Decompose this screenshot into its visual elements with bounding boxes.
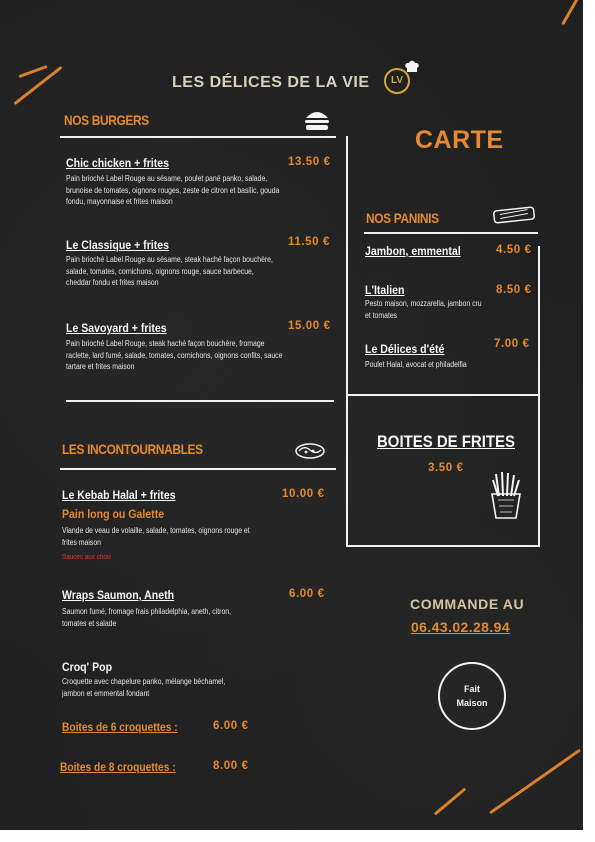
wraps-price: 6.00 €: [289, 588, 325, 600]
burger-2-name: Le Classique + frites: [66, 238, 170, 252]
paninis-divider: [364, 232, 538, 234]
frites-price: 3.50 €: [428, 462, 464, 474]
panini-2-price: 8.50 €: [496, 284, 532, 296]
order-label: COMMANDE AU: [410, 596, 525, 612]
paninis-bottom-divider: [346, 394, 540, 396]
kebab-sauce-note: Sauces aux choix: [62, 554, 112, 561]
panini-1-name: Jambon, emmental: [365, 244, 461, 258]
carte-frame-left: [346, 136, 348, 546]
carte-title: CARTE: [415, 126, 504, 154]
croq-name: Croq' Pop: [62, 660, 113, 674]
order-phone[interactable]: 06.43.02.28.94: [411, 619, 511, 635]
kebab-name: Le Kebab Halal + frites: [62, 488, 176, 502]
panini-2-desc: Pesto maison, mozzarella, jambon cru et tomates: [365, 299, 482, 320]
wraps-desc: Saumon fumé, fromage frais philadelphia, aneth, citron, tomates et salade: [62, 607, 232, 628]
burger-1-price: 13.50 €: [288, 156, 331, 168]
kebab-price: 10.00 €: [282, 488, 325, 500]
burger-icon: [303, 108, 331, 132]
croq-box-8-label: Boites de 8 croquettes :: [60, 760, 176, 774]
brush-stroke-top-left-2: [18, 65, 47, 78]
panini-1-price: 4.50 €: [496, 244, 532, 256]
burger-2-price: 11.50 €: [288, 236, 330, 248]
croq-desc: Croquette avec chapelure panko, mélange béchamel, jambon et emmental fondant: [62, 677, 226, 698]
badge-line-2: Maison: [456, 698, 488, 708]
burger-2-desc: Pain brioché Label Rouge au sésame, steak haché façon bouchère, salade, tomates, cornichons, oignons rouge, sauce barbecue, cheddar fondu et frites maison: [66, 255, 273, 287]
kebab-bread-option: Pain long ou Galette: [62, 507, 165, 521]
burger-1-name: Chic chicken + frites: [66, 156, 170, 170]
frites-title: BOITES DE FRITES: [377, 432, 515, 451]
panini-3-name: Le Délices d'été: [365, 342, 445, 356]
fait-maison-badge: [438, 662, 506, 730]
paninis-section-title: NOS PANINIS: [366, 210, 439, 226]
burger-1-desc: Pain brioché Label Rouge au sésame, poulet pané panko, salade, brunoise de tomates, oignons rouges, zeste de citron et basilic, gouda fondu, mayonnaise et frites maison: [66, 174, 280, 206]
brand-logo-text: LV: [390, 75, 404, 86]
incontournables-divider: [60, 468, 336, 470]
panini-icon: [492, 205, 536, 225]
panini-2-name: L'Italien: [365, 283, 405, 297]
kebab-desc: Viande de veau de volaille, salade, tomates, oignons rouge et frites maison: [62, 526, 250, 547]
burger-3-price: 15.00 €: [288, 320, 331, 332]
badge-line-1: Fait: [463, 684, 480, 694]
panini-3-desc: Poulet Halal, avocat et philadelfia: [365, 360, 467, 369]
carte-frame-right: [538, 246, 540, 547]
brush-stroke-bottom-right-2: [434, 787, 467, 815]
burgers-bottom-divider: [66, 400, 334, 402]
carte-frame-bottom: [346, 545, 540, 547]
croq-box-6-label: Boites de 6 croquettes :: [62, 720, 178, 734]
burger-3-desc: Pain brioché Label Rouge, steak haché façon bouchère, fromage raclette, lard fumé, salade, tomates, cornichons, oignons confits, sauce tartare et frites maison: [66, 339, 283, 371]
burgers-section-title: NOS BURGERS: [64, 112, 149, 128]
brush-stroke-top-left: [13, 66, 62, 105]
menu-header-title: LES DÉLICES DE LA VIE: [172, 74, 370, 91]
chef-hat-icon: [404, 60, 420, 74]
burgers-divider: [60, 136, 336, 138]
kebab-icon: [294, 441, 326, 461]
brush-stroke-top-right: [561, 0, 579, 25]
wraps-name: Wraps Saumon, Aneth: [62, 588, 175, 602]
croq-box-8-price: 8.00 €: [213, 760, 249, 772]
fries-icon: [488, 472, 524, 520]
burger-3-name: Le Savoyard + frites: [66, 321, 167, 335]
panini-3-price: 7.00 €: [494, 338, 530, 350]
brush-stroke-bottom-right: [489, 749, 581, 815]
incontournables-section-title: LES INCONTOURNABLES: [62, 441, 203, 457]
croq-box-6-price: 6.00 €: [213, 720, 249, 732]
